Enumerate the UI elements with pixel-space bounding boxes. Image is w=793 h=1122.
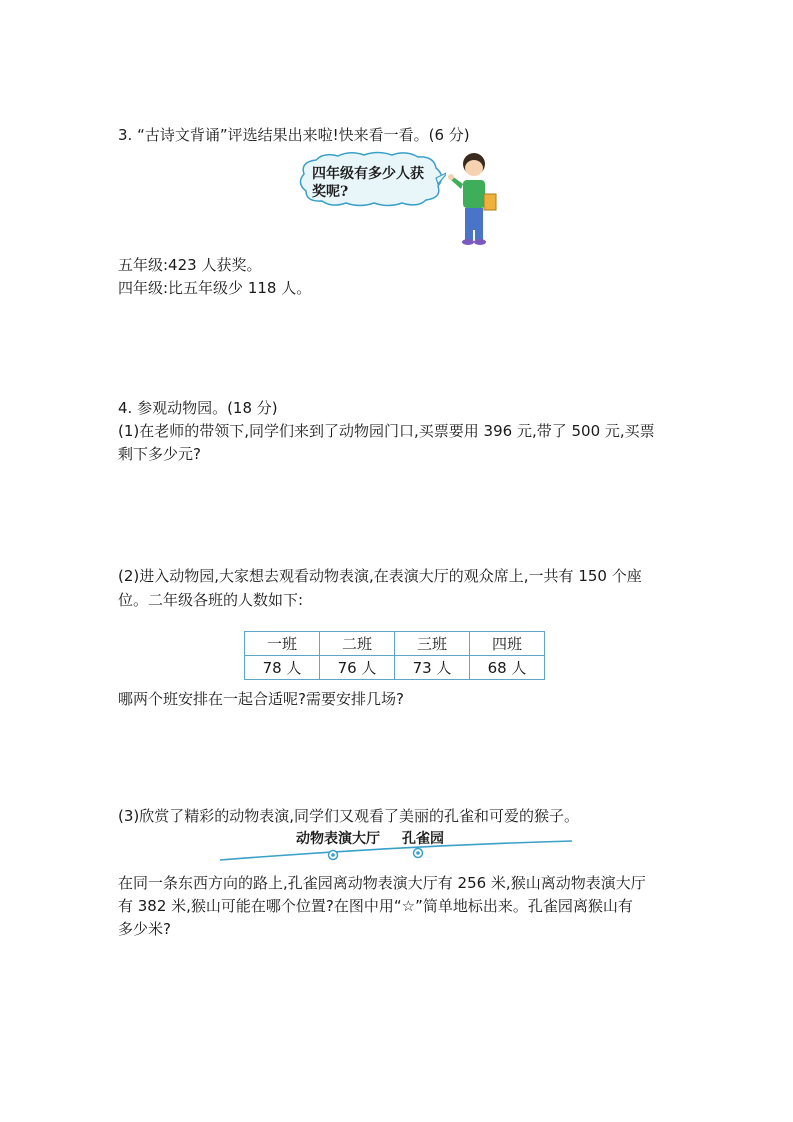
table-row <box>245 656 545 680</box>
label-peacock-garden: 孔雀园 <box>402 831 444 847</box>
table-cell: 三班 <box>395 632 470 656</box>
speech-text-line2: 奖呢? <box>312 184 349 200</box>
q4-title: 4. 参观动物园。(18 分) <box>118 399 278 417</box>
q4-p2-line1: (2)进入动物园,大家想去观看动物表演,在表演大厅的观众席上,一共有 150 个座 <box>118 567 642 585</box>
q4-p1-line2: 剩下多少元? <box>118 445 201 463</box>
table-cell: 四班 <box>470 632 545 656</box>
q3-line2: 四年级:比五年级少 118 人。 <box>118 279 312 297</box>
q4-p3-text-line3: 多少米? <box>118 920 171 938</box>
q3-line1: 五年级:423 人获奖。 <box>118 256 262 274</box>
boy-illustration <box>448 150 500 248</box>
table-cell: 二班 <box>320 632 395 656</box>
table-cell: 73 人 <box>395 656 470 680</box>
q4-p3: (3)欣赏了精彩的动物表演,同学们又观看了美丽的孔雀和可爱的猴子。 <box>118 807 580 825</box>
speech-text-line1: 四年级有多少人获 <box>312 166 424 182</box>
table-cell: 一班 <box>245 632 320 656</box>
q4-p3-text-line1: 在同一条东西方向的路上,孔雀园离动物表演大厅有 256 米,猴山离动物表演大厅 <box>118 874 646 892</box>
q4-p2-line2: 位。二年级各班的人数如下: <box>118 591 304 609</box>
road-diagram <box>216 836 576 866</box>
q3-title: 3. “古诗文背诵”评选结果出来啦!快来看一看。(6 分) <box>118 126 470 144</box>
hall-marker <box>329 851 338 860</box>
q4-p2-question: 哪两个班安排在一起合适呢?需要安排几场? <box>118 690 404 708</box>
class-count-table <box>244 631 545 680</box>
q4-p3-text-line2: 有 382 米,猴山可能在哪个位置?在图中用“☆”简单地标出来。孔雀园离猴山有 <box>118 897 633 915</box>
label-performance-hall: 动物表演大厅 <box>296 831 380 847</box>
q4-p1-line1: (1)在老师的带领下,同学们来到了动物园门口,买票要用 396 元,带了 500 元,买票 <box>118 422 655 440</box>
peacock-marker <box>414 849 423 858</box>
table-cell: 68 人 <box>470 656 545 680</box>
table-cell: 78 人 <box>245 656 320 680</box>
table-header-row <box>245 632 545 656</box>
table-cell: 76 人 <box>320 656 395 680</box>
road-line <box>220 841 572 860</box>
